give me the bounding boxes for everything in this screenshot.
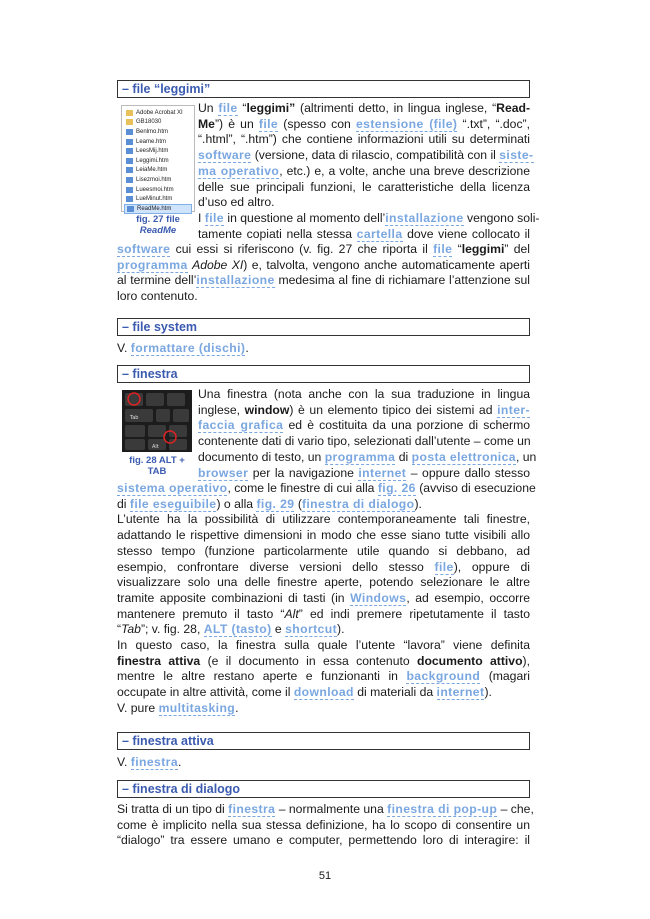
file-list [124,108,192,212]
html-file-icon [126,167,133,173]
fig-27-caption-line1: fig. 27 file [136,214,180,225]
leggimi-paragraph: Un file “leggimi” (altrimenti detto, in lingua inglese, “Read- Me”) è un file (spesso con estensione (file) “.txt”, “.doc”, “.html”, “.htm”) che contiene informazioni utili su determinati software (versione, data di rilascio, compatibilità con il siste- ma operativo, etc.) e, a volte, anche una breve descrizione delle sue principali funzioni, le caratteristiche della licenza d’uso ed altro. I file in questione al momento dell’installazione vengono soli- tamente copiati nella stessa cartella dove viene collocato il [198,101,540,241]
section-header-leggimi: – file “leggimi” [117,80,530,98]
file-list-item [124,175,192,185]
section-header-finestra: – finestra [117,365,530,383]
finestra-di-dialogo-paragraph: Si tratta di un tipo di finestra – normalmente una finestra di pop-up – che, come è implicito nella sua stessa definizione, ha lo scopo di consentire un “dialogo” tra essere umano e computer, permettendo loro di interagire: il [117,802,534,848]
page-number: 51 [318,870,332,882]
svg-text:Tab: Tab [130,415,139,421]
html-file-icon [126,158,133,164]
finestra-attiva-paragraph: V. finestra. [117,755,182,769]
file-list-item-label: LeiaMe.htm [136,167,168,174]
file-list-item [124,156,192,166]
file-list-item-label: LeesMij.htm [136,148,169,155]
folder-icon [126,119,133,125]
html-file-icon [126,187,133,193]
file-list-item [124,127,192,137]
section-header-finestra-attiva: – finestra attiva [117,732,530,750]
html-file-icon [126,177,133,183]
file-list-item-label: LueMinut.htm [136,196,173,203]
file-list-item [124,137,192,147]
fig-27-caption-line2: ReadMe [139,225,177,236]
html-file-icon [126,139,133,145]
file-list-item-label: Benlmo.htm [136,128,169,135]
section-header-file-system: – file system [117,318,530,336]
html-file-icon [126,129,133,135]
file-list-item-label: ReadMe.htm [137,205,172,212]
fig-27-caption [118,214,198,236]
file-list-item-label: Leggimi.htm [136,157,169,164]
html-file-icon [126,148,133,154]
file-list-item-label: GB18030 [136,119,162,126]
html-file-icon [127,206,134,212]
file-list-item [124,204,192,214]
svg-text:Alt: Alt [152,444,159,450]
file-list-item-label: Adobe Acrobat XI [136,109,183,116]
section-header-finestra-di-dialogo: – finestra di dialogo [117,780,530,798]
finestra-paragraph: Una finestra (nota anche con la sua traduzione in lingua inglese, window) è un elemento tipico dei sistemi ad inter- faccia grafica ed è costituita da una porzione di schermo contenente dati di vario tipo, selezionati dall’utente – come un documento di testo, un programma di posta elettronica, un browser per la navigazione internet – oppure dallo stesso [198,387,537,480]
html-file-icon [126,196,133,202]
fig-28-caption [117,455,197,477]
file-system-paragraph: V. formattare (dischi). [117,341,249,355]
fig-28-caption-line2: TAB [147,466,167,477]
leggimi-paragraph-continued: software cui essi si riferiscono (v. fig. 27 che riporta il file “leggimi” del programma Adobe XI) e, talvolta, vengono anche automaticamente aperti al termine dell’installazione medesima al fine di richiamare l’attenzione sul loro contenuto. [117,242,531,304]
fig-28-keyboard-image [122,390,192,452]
file-list-item [124,118,192,128]
finestra-paragraph-continued: sistema operativo, come le finestre di cui alla fig. 26 (avviso di esecuzione di file eseguibile) o alla fig. 29 (finestra di dialogo). L’utente ha la possibilità di utilizzare contemporaneamente tali finestre, adattando le rispettive dimensioni in modo che esse siano tutte visibili allo stesso tempo (funzione particolarmente utile quando si debbano, ad esempio, confrontare diverse versioni dello stesso file), oppure di visualizzare solo una delle finestre aperte, potendo selezionare le altre tramite apposite combinazioni di tasti (in Windows, ad esempio, occorre mantenere premuto il tasto “Alt” ed indi premere ripetutamente il tasto “Tab”; v. fig. 28, ALT (tasto) e shortcut). In questo caso, la finestra sulla quale l’utente “lavora” viene definita finestra attiva (e il documento in essa contenuto documento attivo), mentre le altre restano aperte e funzionanti in background (magari occupate in altre attività, come il download di materiali da internet). V. pure multitasking. [117,481,536,715]
file-list-item-label: Leame.htm [136,138,167,145]
file-list-item-label: Lueesmoi.htm [136,186,174,193]
file-list-item [124,194,192,204]
file-list-item [124,166,192,176]
fig-28-caption-line1: fig. 28 ALT + [129,455,185,466]
file-list-item [124,185,192,195]
file-list-item-label: Lisezmoi.htm [136,176,172,183]
file-list-item [124,146,192,156]
file-list-item [124,108,192,118]
folder-icon [126,110,133,116]
